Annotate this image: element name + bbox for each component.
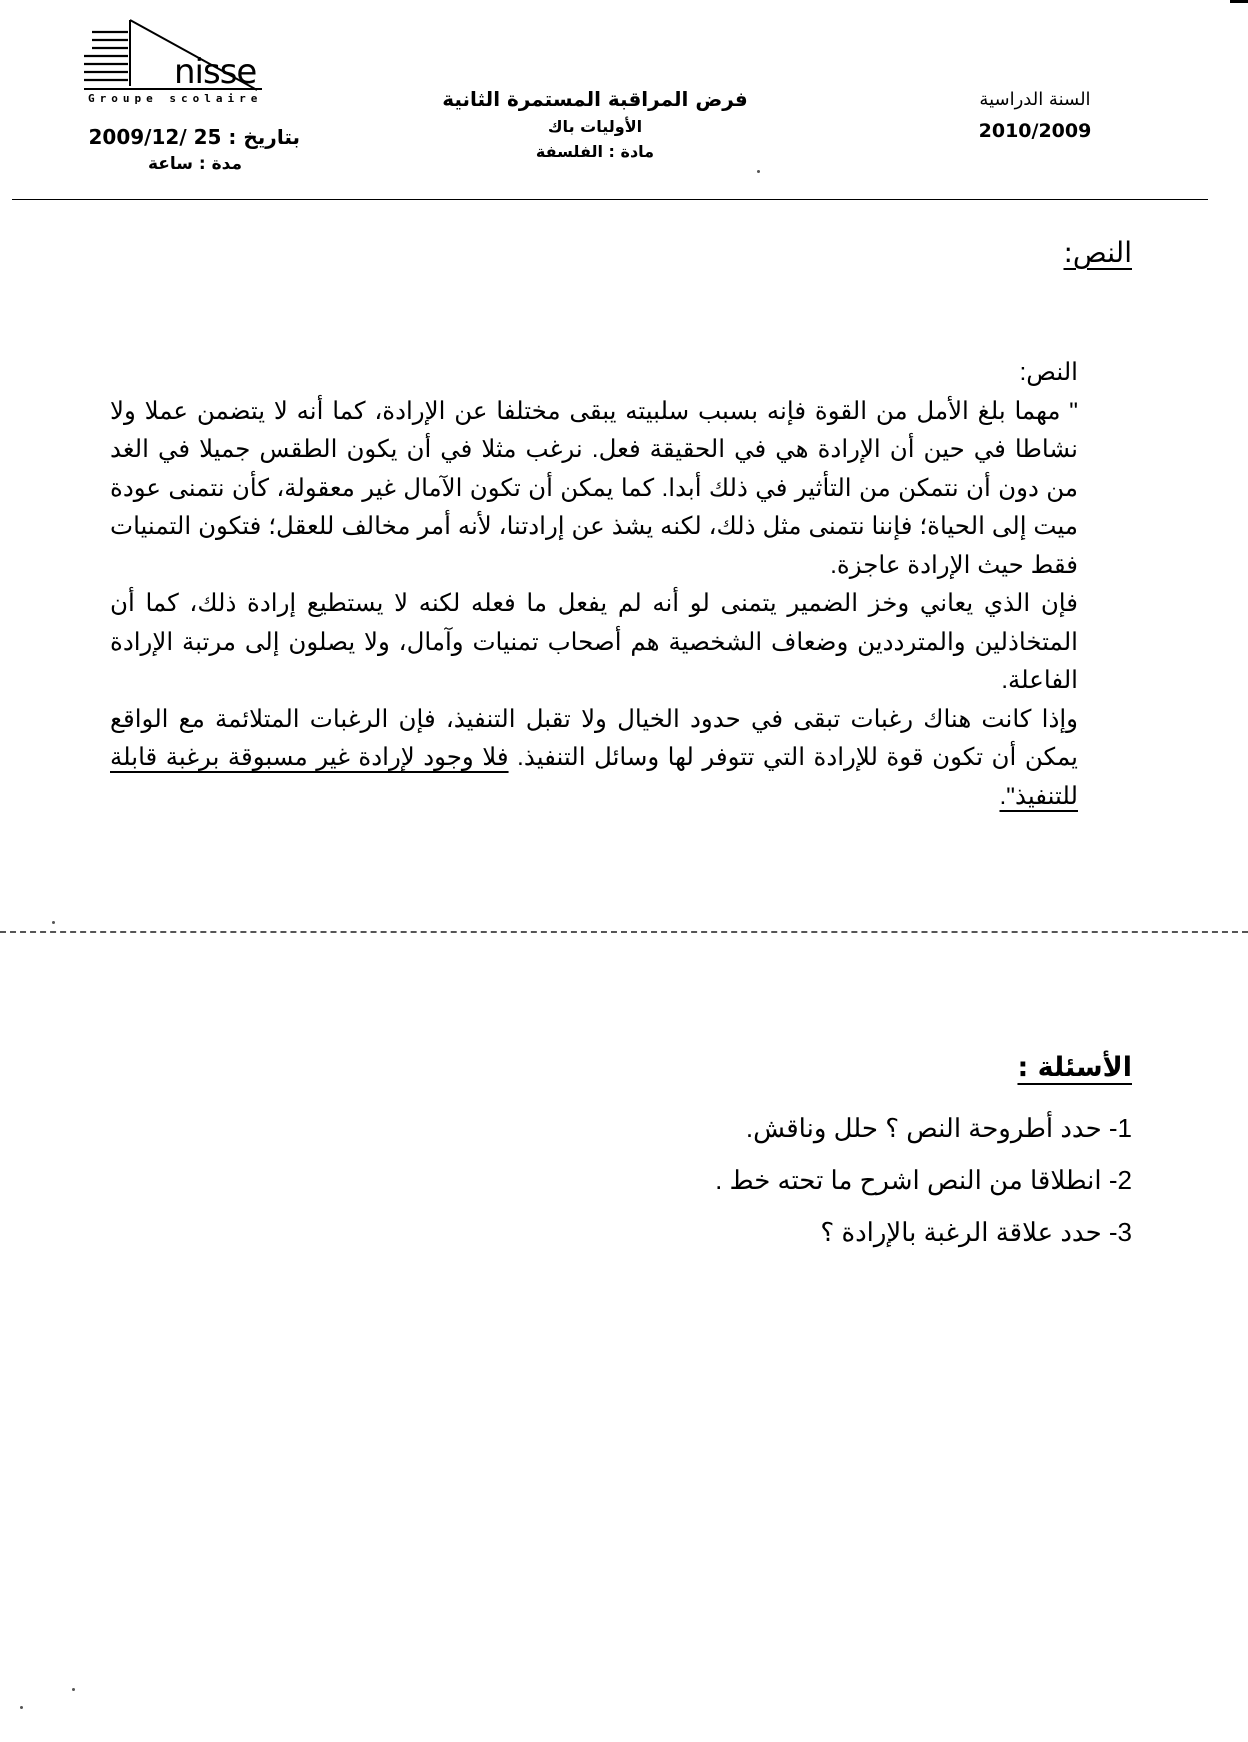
scan-speck bbox=[20, 1706, 23, 1709]
header-divider bbox=[12, 199, 1208, 200]
question-item: 3- حدد علاقة الرغبة بالإرادة ؟ bbox=[820, 1217, 1132, 1247]
school-year: 2010/2009 bbox=[978, 120, 1092, 142]
exam-date: بتاريخ : 25 /2009/12 bbox=[88, 125, 300, 149]
passage-paragraph-1: " مهما بلغ الأمل من القوة فإنه بسبب سلبيته يبقى مختلفا عن الإرادة، كما أنه لا يتضمن عملا ولا نشاطا في حين أن الإرادة هي في الحقيقة فعل. نرغب مثلا في أن يكون الطقس جميلا في الغد من دون أن نتمكن من التأثير في ذلك أبدا. كما يمكن أن تكون الآمال غير معقولة، كأن نتمنى عودة ميت إلى الحياة؛ فإننا نتمنى مثل ذلك، لكنه يشذ عن إرادتنا، لأنه أمر مخالف للعقل؛ فتكون التمنيات فقط حيث الإرادة عاجزة. bbox=[110, 397, 1078, 579]
exam-duration: مدة : ساعة bbox=[147, 154, 243, 174]
exam-subject: مادة : الفلسفة bbox=[535, 142, 655, 161]
passage bbox=[110, 354, 1078, 816]
school-year-label: السنة الدراسية bbox=[979, 89, 1091, 110]
passage-paragraph-3-text: وإذا كانت هناك رغبات تبقى في حدود الخيال ولا تقبل التنفيذ، فإن الرغبات المتلائمة مع الواقع يمكن أن تكون قوة للإرادة التي تتوفر لها وسائل التنفيذ. bbox=[110, 705, 1078, 771]
passage-heading: النص: bbox=[1019, 359, 1078, 386]
scan-speck bbox=[757, 170, 760, 173]
question-item: 1- حدد أطروحة النص ؟ حلل وناقش. bbox=[745, 1113, 1132, 1143]
questions-list bbox=[432, 1102, 1132, 1258]
question-item: 2- انطلاقا من النص اشرح ما تحته خط . bbox=[715, 1165, 1132, 1195]
header-year-block bbox=[940, 84, 1130, 146]
passage-paragraph-3 bbox=[110, 701, 1078, 817]
school-logo bbox=[82, 18, 292, 108]
section-title: النص: bbox=[1063, 236, 1132, 269]
underlined-sentence: فلا وجود لإرادة غير مسبوقة برغبة قابلة للتنفيذ". bbox=[110, 744, 1078, 810]
scan-speck bbox=[72, 1688, 75, 1691]
passage-paragraph-2: فإن الذي يعاني وخز الضمير يتمنى لو أنه لم يفعل ما فعله لكنه لا يستطيع إرادة ذلك، كما أن المتخاذلين والمترددين وضعاف الشخصية هم أصحاب تمنيات وآمال، ولا يصلون إلى مرتبة الإرادة الفاعلة. bbox=[110, 590, 1078, 694]
exam-title: فرض المراقبة المستمرة الثانية bbox=[442, 87, 748, 111]
questions-title: الأسئلة : bbox=[1017, 1052, 1132, 1083]
logo-name: nisse bbox=[174, 52, 257, 92]
header-title-block bbox=[410, 84, 780, 164]
scan-speck bbox=[52, 921, 55, 924]
exam-level: الأوليات باك bbox=[547, 117, 643, 136]
header-date-block bbox=[90, 122, 300, 176]
scan-corner-mark bbox=[1230, 0, 1248, 3]
passage-divider bbox=[0, 931, 1248, 933]
logo-subtitle: Groupe scolaire bbox=[88, 92, 263, 105]
